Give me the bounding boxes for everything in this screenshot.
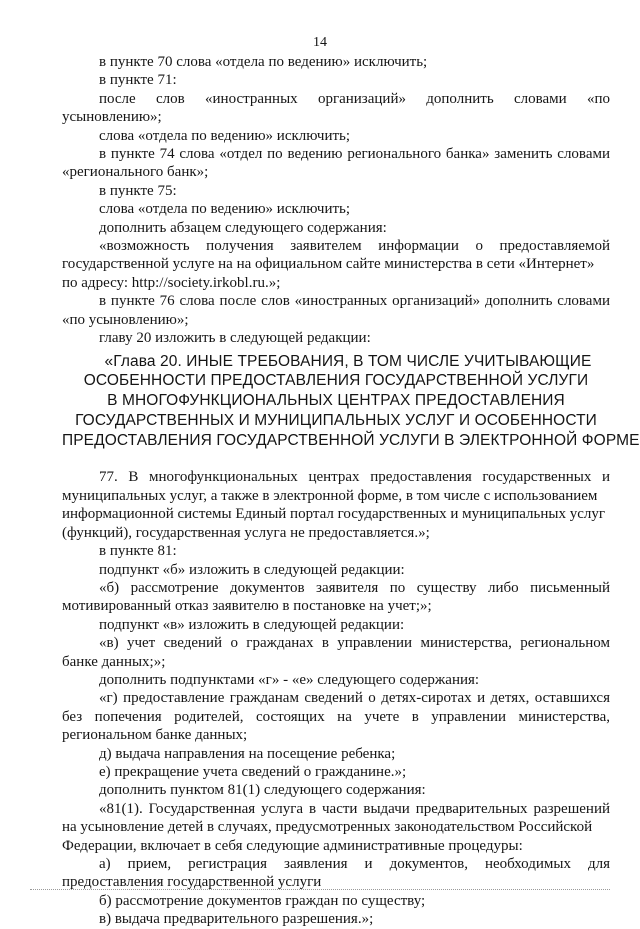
text-line: информационной системы Единый портал государственных и муниципальных услуг [62,506,606,523]
text-line: в пункте 70 слова «отдела по ведению» исключить; [99,54,428,70]
text-line: а) прием, регистрация заявления и документов, необходимых для [99,856,610,873]
text-line: на усыновление детей в случаях, предусмотренных законодательством Российской [62,819,593,836]
text-line: в пункте 74 слова «отдел по ведению регионального банка» заменить словами [99,146,610,163]
text-line: «регионального банк»; [62,164,209,181]
heading-line: ОСОБЕННОСТИ ПРЕДОСТАВЛЕНИЯ ГОСУДАРСТВЕННОЙ УСЛУГИ [83,372,589,390]
chapter-heading [62,352,640,451]
heading-line: ГОСУДАРСТВЕННЫХ И МУНИЦИПАЛЬНЫХ УСЛУГ И ОСОБЕННОСТИ [75,411,597,429]
text-line: муниципальных услуг, а также в электронной форме, в том числе с использованием [62,487,598,504]
text-line: мотивированный отказ заявителю в постановке на учет;»; [62,598,432,615]
text-line: дополнить пунктом 81(1) следующего содержания: [99,782,426,799]
text-line: слова «отдела по ведению» исключить; [99,201,351,218]
text-line: Федерации, включает в себя следующие административные процедуры: [62,837,523,854]
text-line: банке данных;»; [62,653,166,670]
text-line: (функций), государственная услуга не предоставляется.»; [62,524,430,541]
text-line: после слов «иностранных организаций» дополнить словами «по [99,90,610,107]
text-line: «81(1). Государственная услуга в части выдачи предварительных разрешений [99,800,610,817]
scan-bottom-edge [30,889,610,890]
text-line: региональном банке данных; [62,727,248,744]
text-line: «по усыновлению»; [62,311,189,328]
document-body [62,53,640,929]
text-line: предоставления государственной услуги [62,874,322,891]
text-line: по адресу: http://society.irkobl.ru.»; [62,274,281,291]
text-line: в пункте 76 слова после слов «иностранных организаций» дополнить словами [99,293,610,310]
text-line: главу 20 изложить в следующей редакции: [99,330,371,347]
text-line: усыновлению»; [62,109,162,126]
text-line: слова «отдела по ведению» исключить; [99,127,351,144]
text-line: государственной услуге на на официальном сайте министерства в сети «Интернет» [62,256,595,273]
text-line: в пункте 81: [99,543,177,560]
text-line: в) выдача предварительного разрешения.»; [99,911,374,928]
text-line: в пункте 71: [99,72,177,89]
text-line: «в) учет сведений о гражданах в управлении министерства, региональном [99,635,610,652]
text-line: «б) рассмотрение документов заявителя по существу либо письменный [99,579,610,596]
text-line: без попечения родителей, состоящих на учете в управлении министерства, [62,708,610,725]
text-line: б) рассмотрение документов граждан по существу; [99,892,426,909]
text-line: «возможность получения заявителем информации о предоставляемой [99,238,610,255]
text-line: 77. В многофункциональных центрах предоставления государственных и [99,469,610,486]
page-number: 14 [313,35,327,50]
heading-line: «Глава 20. ИНЫЕ ТРЕБОВАНИЯ, В ТОМ ЧИСЛЕ УЧИТЫВАЮЩИЕ [104,352,592,370]
text-line: дополнить подпунктами «г» - «е» следующего содержания: [99,671,480,688]
text-line: дополнить абзацем следующего содержания: [99,219,387,236]
text-line: «г) предоставление гражданам сведений о детях-сиротах и детях, оставшихся [99,690,610,707]
heading-line: В МНОГОФУНКЦИОНАЛЬНЫХ ЦЕНТРАХ ПРЕДОСТАВЛЕНИЯ [107,392,565,410]
text-line: д) выдача направления на посещение ребенка; [99,745,396,762]
heading-line: ПРЕДОСТАВЛЕНИЯ ГОСУДАРСТВЕННОЙ УСЛУГИ В ЭЛЕКТРОННОЙ ФОРМЕ [62,431,640,449]
text-line: подпункт «в» изложить в следующей редакции: [99,616,405,633]
text-line: в пункте 75: [99,182,177,199]
text-line: е) прекращение учета сведений о гражданине.»; [99,763,407,780]
text-line: подпункт «б» изложить в следующей редакции: [99,561,405,578]
